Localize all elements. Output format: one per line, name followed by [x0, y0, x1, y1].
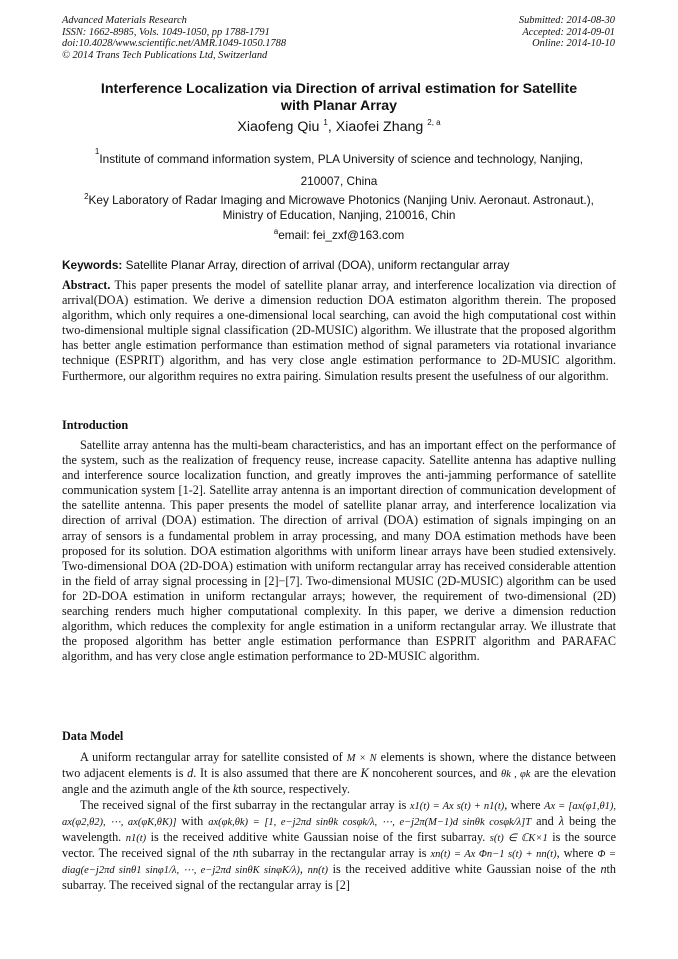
title-line-2: with Planar Array [280, 98, 398, 114]
affiliation-2 [62, 193, 616, 223]
submitted-date: Submitted: 2014-08-30 [518, 15, 615, 26]
abstract-text: This paper presents the model of satellite planar array, and interference localization via direction of arrival(DOA) estimation. We derive a dimension reduction DOA estimaton algorithm therein. The proposed algorithm, which only requires a one-dimensional local searching, can avoid the high computational cost within two-dimensional multiple signal classification (2D-MUSIC) algorithm. We illustrate that the proposed algorithm has better angle estimation performance than estimation method of signal parameters via rotational invariance technique (ESPRIT) algorithm, and has very close angle estimation performance to 2D-MUSIC algorithm. Furthermore, our algorithm requires no extra pairing. Simulation results present the usefulness of our algorithm. [62, 278, 616, 383]
author-separator: , [327, 119, 336, 135]
author-1: Xiaofeng Qiu [237, 119, 320, 135]
source-count-symbol: K [360, 766, 369, 781]
equation-phase-matrix: Φ = diag(e−j2πd sinθ1 sinφ1/λ, ⋯, e−j2πd sinθK sinφK/λ) [62, 849, 616, 877]
affiliation-2-line-1: Key Laboratory of Radar Imaging and Microwave Photonics (Nanjing Univ. Aeronaut. Astronaut.), [88, 193, 594, 207]
keywords-text: Satellite Planar Array, direction of arrival (DOA), uniform rectangular array [122, 258, 510, 272]
abstract-label: Abstract. [62, 278, 111, 292]
copyright-line: © 2014 Trans Tech Publications Ltd, Switzerland [62, 49, 268, 61]
noise-first-subarray: n1(t) [125, 833, 147, 845]
dates-header [519, 15, 615, 50]
issn-line: ISSN: 1662-8985, Vols. 1049-1050, pp 1788-1791 [62, 26, 270, 38]
equation-steering-matrix: Ax = [ax(φ1,θ1), ax(φ2,θ2), ⋯, ax(φK,θK)] [62, 801, 616, 829]
abstract [62, 278, 616, 384]
data-model-paragraph-1: A uniform rectangular array for satellite consisted of M × N elements is shown, where the distance between two adjacent elements is d. It is also assumed that there are K noncoherent sources, and θk , φk are the elevation angle and the azimuth angle of the kth source, respectively. [62, 750, 617, 797]
section-heading-data-model: Data Model [62, 729, 124, 743]
equation-steering-vector: ax(φk,θk) = [1, e−j2πd sinθk cosφk/λ, ⋯, e−j2π(M−1)d sinθk cosφk/λ]T [208, 817, 532, 829]
affiliation-1 [62, 148, 616, 192]
affiliation-1-mark: 1 [94, 147, 100, 156]
affiliation-1-line-1: Institute of command information system, PLA University of science and technology, Nanjing, [99, 152, 584, 166]
affiliation-1-line-2: 210007, China [300, 174, 378, 188]
author-list [62, 119, 616, 135]
introduction-paragraph: Satellite array antenna has the multi-beam characteristics, and has an important effect on the performance of the system, such as the realization of frequency reuse, increase capacity. Satellite antenna has adaptive nulling and interference source localization function, and greatly improves the anti-jamming performance of satellite communication system [1-2]. Satellite array antenna is an important direction of communication development of the satellite antenna. This paper presents the model of satellite planar array, and interference localization via direction of arrival (DOA) estimation. The direction of arrival (DOA) estimation of signals impinging on an array of sensors is a fundamental problem in array processing, and many DOA estimation methods have been proposed for its solution. DOA estimation algorithms with uniform linear arrays have been studied extensively. Two-dimensional DOA (2D-DOA) estimation with uniform rectangular array has received considerable attention in the field of array signal processing in [2]−[7]. Two-dimensional MUSIC (2D-MUSIC) algorithm can be used for 2D-DOA estimation in uniform rectangular arrays; however, the requirement of two-dimensional (2D) searching renders much higher computational complexity. In this paper, we derive a dimension reduction algorithm, which reduces the complexity for angle estimation in a uniform rectangular array. We illustrate that the proposed algorithm has better angle estimation performance than ESPRIT algorithm and PARAFAC algorithm, and has very close angle estimation performance to 2D-MUSIC algorithm. [62, 438, 616, 664]
paper-title [62, 81, 616, 115]
subarray-index-symbol-2: n [600, 862, 607, 877]
doi-line[interactable]: doi:10.4028/www.scientific.net/AMR.1049-1050.1788 [62, 38, 287, 50]
noise-nth-subarray: nn(t) [307, 865, 329, 877]
equation-nth-subarray: xn(t) = Ax Φn−1 s(t) + nn(t) [430, 849, 557, 861]
keywords-label: Keywords: [62, 258, 123, 272]
author-2: Xiaofei Zhang [335, 119, 424, 135]
author-2-affiliation: 2, a [427, 118, 441, 127]
affiliation-2-mark: 2 [84, 192, 89, 201]
data-model-paragraph-2: The received signal of the first subarray in the rectangular array is x1(t) = Ax s(t) + n1(t), where Ax = [ax(φ1,θ1), ax(φ2,θ2), ⋯, ax(φK,θK)] with ax(φk,θk) = [1, e−j2πd sinθk cosφk/λ, ⋯, e−j2π(M−1)d sinθk cosφk/λ]T and λ being the wavelength. n1(t) is the received additive white Gaussian noise of the first subarray. s(t) ∈ ℂK×1 is the source vector. The received signal of the nth subarray in the rectangular array is xn(t) = Ax Φn−1 s(t) + nn(t), where Φ = diag(e−j2πd sinθ1 sinφ1/λ, ⋯, e−j2πd sinθK sinφK/λ), nn(t) is the received additive white Gaussian noise of the nth subarray. The received signal of the rectangular array is [2] [62, 798, 617, 893]
subarray-index-symbol: n [232, 846, 239, 861]
author-1-affiliation: 1 [323, 118, 328, 127]
email-address[interactable]: email: fei_zxf@163.com [278, 228, 405, 242]
keywords [62, 258, 616, 272]
author-email [62, 228, 616, 242]
journal-header [62, 15, 286, 61]
online-date: Online: 2014-10-10 [532, 38, 615, 50]
title-line-1: Interference Localization via Direction of arrival estimation for Satellite [100, 81, 578, 97]
array-size-expression: M × N [346, 753, 377, 764]
section-heading-introduction: Introduction [62, 418, 129, 432]
source-vector: s(t) ∈ ℂK×1 [489, 833, 548, 845]
accepted-date: Accepted: 2014-09-01 [522, 26, 615, 38]
equation-first-subarray: x1(t) = Ax s(t) + n1(t) [409, 801, 505, 812]
journal-name: Advanced Materials Research [62, 15, 187, 26]
angle-symbols: θk , φk [500, 769, 531, 781]
wavelength-symbol: λ [558, 814, 564, 829]
spacing-symbol: d [187, 766, 194, 781]
email-mark: a [273, 227, 279, 236]
affiliation-2-line-2: Ministry of Education, Nanjing, 210016, Chin [222, 208, 456, 222]
source-index-symbol: k [232, 782, 239, 797]
